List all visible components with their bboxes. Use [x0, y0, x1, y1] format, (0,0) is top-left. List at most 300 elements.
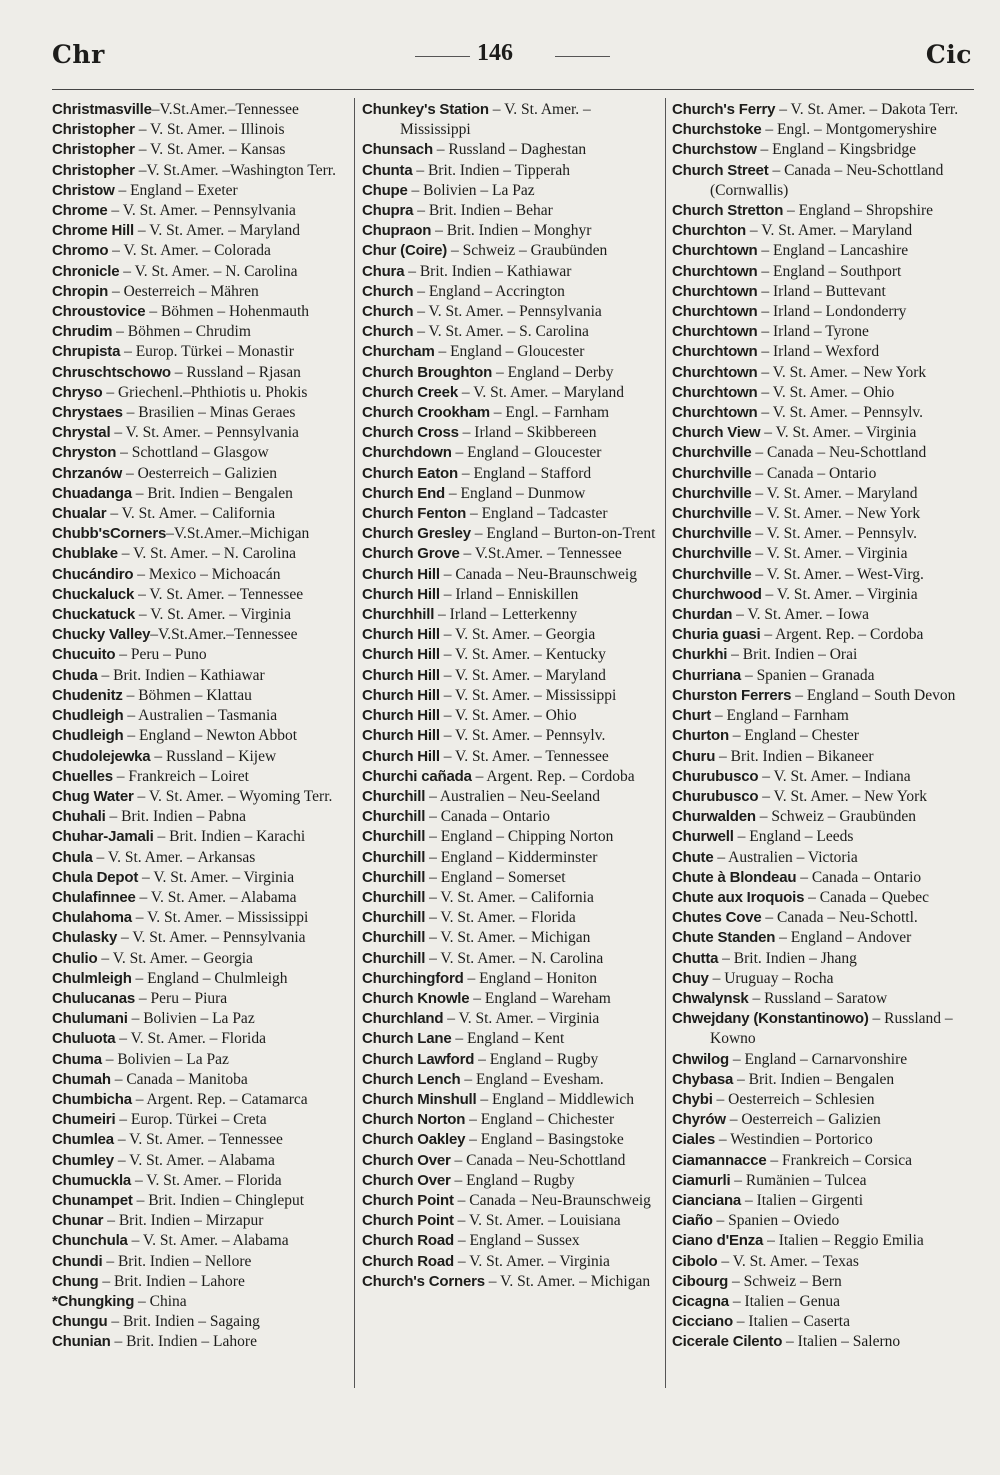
entry-location: – V. St. Amer. – N. Carolina [117, 545, 297, 563]
gazetteer-entry [52, 1151, 350, 1171]
entry-location: – Frankreich – Corsica [766, 1151, 913, 1169]
entry-name: Church Hill [362, 585, 440, 603]
gazetteer-entry [362, 767, 660, 787]
entry-name: Churchville [672, 505, 752, 523]
entry-name: Chualar [52, 505, 107, 523]
entry-name: Churchill [362, 949, 426, 967]
page-header [0, 40, 1000, 80]
entry-location: – Irland – Londonderry [757, 303, 907, 321]
entry-location: – Westindien – Portorico [715, 1131, 873, 1149]
gazetteer-entry [52, 363, 350, 383]
entry-name: Churchwood [672, 585, 762, 603]
entry-location: – V. St. Amer. – Alabama [135, 888, 297, 906]
entry-name: Chute [672, 848, 714, 866]
entry-name: Chunian [52, 1333, 111, 1351]
entry-location: – Schweiz – Graubünden [447, 242, 608, 260]
gazetteer-entry [362, 282, 660, 302]
entry-location: – V. St. Amer. – New York [751, 505, 921, 523]
entry-location: – V. St. Amer. – Virginia [751, 545, 908, 563]
entry-name: Churkhi [672, 646, 728, 664]
gazetteer-entry [672, 1070, 974, 1090]
entry-name: Churchstoke [672, 121, 762, 139]
entry-name: Churchtown [672, 323, 758, 341]
entry-name: Ciaño [672, 1212, 713, 1230]
entry-location: – England – Accrington [413, 282, 565, 300]
entry-name: Chryso [52, 383, 103, 401]
gazetteer-entry [52, 1312, 350, 1332]
entry-name: Churchdown [362, 444, 452, 462]
entry-name: Chutes Cove [672, 909, 762, 927]
gazetteer-entry [52, 484, 350, 504]
gazetteer-entry [362, 565, 660, 585]
entry-name: Christow [52, 181, 115, 199]
entry-location: – Oesterreich – Mähren [108, 282, 259, 300]
gazetteer-entry [672, 1130, 974, 1150]
gazetteer-entry [362, 868, 660, 888]
entry-name: Chrystaes [52, 404, 123, 422]
entry-location: – V. St. Amer. – Dakota Terr. [775, 101, 959, 118]
entry-location: – Brit. Indien – Karachi [153, 828, 306, 846]
gazetteer-entry [362, 544, 660, 564]
gazetteer-entry [672, 969, 974, 989]
entry-name: Chrupista [52, 343, 121, 361]
entry-name: Church Hill [362, 727, 440, 745]
entry-location: – Brit. Indien – Behar [413, 202, 553, 220]
entry-name: Cicagna [672, 1292, 729, 1310]
entry-name: Church Hill [362, 666, 440, 684]
entry-name: Chumuckla [52, 1171, 132, 1189]
entry-location: – Spanien – Oviedo [712, 1212, 840, 1230]
entry-name: Chumbicha [52, 1090, 132, 1108]
gazetteer-entry [362, 989, 660, 1009]
entry-name: Chunar [52, 1212, 104, 1230]
entry-location: – Uruguay – Rocha [708, 969, 834, 987]
entry-name: Chug Water [52, 787, 134, 805]
entry-location: – V. St. Amer. – Louisiana [453, 1212, 621, 1230]
entry-location: – Brasilien – Minas Geraes [122, 404, 296, 422]
entry-location: – England – Exeter [114, 181, 238, 199]
entry-location: – England – Rugby [474, 1050, 599, 1068]
entry-location: – V. St. Amer. – New York [757, 363, 927, 381]
gazetteer-entry [362, 1191, 660, 1211]
gazetteer-entry [672, 827, 974, 847]
gazetteer-entry [362, 140, 660, 160]
entry-name: Chromo [52, 242, 109, 260]
gazetteer-entry [672, 888, 974, 908]
entry-name: Chulahoma [52, 909, 132, 927]
entry-name: Churchill [362, 929, 426, 947]
gazetteer-entry [362, 726, 660, 746]
gazetteer-entry [362, 181, 660, 201]
entry-name: Churchill [362, 828, 426, 846]
entry-name: Church Hill [362, 707, 440, 725]
entry-location: – Brit. Indien – Bikaneer [715, 747, 874, 765]
entry-location: – Brit. Indien – Bengalen [131, 484, 293, 502]
entry-name: Church Gresley [362, 525, 471, 543]
gazetteer-entry [362, 1050, 660, 1070]
entry-name: Church Point [362, 1212, 454, 1230]
entry-location: – V. St. Amer. – Maryland [439, 666, 606, 684]
entry-location: – V. St. Amer. – New York [758, 787, 928, 805]
entry-name: Chunta [362, 161, 413, 179]
gazetteer-entry [362, 747, 660, 767]
entry-name: Church Hill [362, 747, 440, 765]
entry-name: Church Crookham [362, 404, 490, 422]
gazetteer-entry [672, 1231, 974, 1251]
gazetteer-entry [672, 302, 974, 322]
entry-name: Churchville [672, 545, 752, 563]
entry-location: – England – Newton Abbot [123, 727, 298, 745]
entry-location: – V. St. Amer. – Virginia [453, 1252, 610, 1270]
entry-location: – V. St. Amer. – Maryland [133, 222, 301, 240]
gazetteer-entry [52, 1211, 350, 1231]
gazetteer-entry [672, 262, 974, 282]
gazetteer-entry [362, 969, 660, 989]
entry-name: Chublake [52, 545, 118, 563]
header-rule [52, 89, 974, 90]
gazetteer-entry [672, 1272, 974, 1292]
entry-location: – V. St. Amer. – Ohio [757, 383, 895, 401]
entry-location: – Schottland – Glasgow [116, 444, 269, 462]
entry-name: Churwell [672, 828, 734, 846]
entry-location: – V. St. Amer. – West-Virg. [751, 565, 924, 583]
header-dash-right [555, 56, 610, 57]
entry-location: – Brit. Indien – Tipperah [412, 161, 571, 179]
entry-location: –V.St.Amer.–Tennessee [150, 626, 298, 644]
entry-name: Chucándiro [52, 565, 134, 583]
entry-name: Churchville [672, 484, 752, 502]
entry-location: – England – Kent [451, 1030, 565, 1048]
entry-location: – Canada – Neu-Schottl. [761, 909, 918, 927]
entry-name: Chula Depot [52, 868, 139, 886]
gazetteer-entry [52, 383, 350, 403]
entry-name: Church Broughton [362, 363, 493, 381]
entry-location: – Russland – Daghestan [432, 141, 587, 159]
entry-location: – Italien – Reggio Emilia [763, 1232, 924, 1250]
entry-name: Churchtown [672, 404, 758, 422]
column-3 [672, 100, 974, 1353]
entry-location: – V. St. Amer. – Indiana [758, 767, 911, 785]
entry-name: Chunkey's Station [362, 101, 489, 118]
entry-location: – England – Basingstoke [465, 1131, 624, 1149]
gazetteer-entry [52, 241, 350, 261]
entry-name: Chunampet [52, 1191, 133, 1209]
gazetteer-entry [52, 747, 350, 767]
gazetteer-entry [52, 868, 350, 888]
gazetteer-entry [672, 605, 974, 625]
gazetteer-entry [362, 1151, 660, 1171]
entry-name: Churchill [362, 909, 426, 927]
entry-location: – Brit. Indien – Kathiawar [97, 666, 265, 684]
entry-name: Churchton [672, 222, 747, 240]
entry-location: – China [134, 1292, 187, 1310]
entry-name: Church Cross [362, 424, 459, 442]
entry-name: Chundi [52, 1252, 103, 1270]
entry-location: – V. St. Amer. – Florida [425, 909, 576, 927]
gazetteer-entry [52, 605, 350, 625]
entry-location: – V. St. Amer. – California [106, 505, 276, 523]
entry-location: – Argent. Rep. – Cordoba [471, 767, 635, 785]
entry-location: – Argent. Rep. – Cordoba [760, 626, 924, 644]
entry-location: – England – Leeds [733, 828, 854, 846]
gazetteer-entry [672, 928, 974, 948]
column-divider-1 [354, 98, 355, 1388]
gazetteer-entry [362, 504, 660, 524]
gazetteer-entry [52, 524, 350, 544]
gazetteer-entry [52, 807, 350, 827]
gazetteer-entry [672, 585, 974, 605]
entry-name: Churcham [362, 343, 435, 361]
entry-name: Chura [362, 262, 405, 280]
gazetteer-entry [672, 726, 974, 746]
entry-location: – Canada – Ontario [425, 808, 551, 826]
entry-name: Church Point [362, 1191, 454, 1209]
entry-name: Chuma [52, 1050, 102, 1068]
entry-location: – Irland – Skibbereen [458, 424, 597, 442]
entry-location: – Oesterreich – Galizien [122, 464, 278, 482]
entry-name: Churubusco [672, 787, 759, 805]
entry-name: Ciales [672, 1131, 715, 1149]
gazetteer-entry [52, 1231, 350, 1251]
entry-location: – England – Stafford [457, 464, 592, 482]
entry-name: Church Hill [362, 626, 440, 644]
gazetteer-entry [52, 706, 350, 726]
entry-location: – England – Chipping Norton [425, 828, 614, 846]
gazetteer-entry [52, 1252, 350, 1272]
entry-location: – Schweiz – Graubünden [755, 808, 916, 826]
entry-location: – V. St. Amer. – S. Carolina [413, 323, 589, 341]
entry-location: – Böhmen – Klattau [122, 686, 252, 704]
entry-name: Chrudim [52, 323, 113, 341]
gazetteer-entry [52, 969, 350, 989]
entry-name: Chulafinnee [52, 888, 136, 906]
entry-name: Chulucanas [52, 989, 136, 1007]
entry-name: Chuelles [52, 767, 113, 785]
entry-name: Chungu [52, 1313, 108, 1331]
entry-location: – V. St. Amer. – Iowa [732, 606, 870, 624]
entry-name: Churchland [362, 1010, 444, 1028]
entry-location: – England – Andover [775, 929, 912, 947]
entry-location: – Böhmen – Hohenmauth [145, 303, 310, 321]
entry-location: – Brit. Indien – Jhang [718, 949, 857, 967]
gazetteer-entry [52, 1191, 350, 1211]
gazetteer-entry [52, 1272, 350, 1292]
entry-location: – Engl. – Montgomeryshire [761, 121, 937, 139]
entry-name: Church Eaton [362, 464, 458, 482]
gazetteer-entry [362, 484, 660, 504]
gazetteer-entry [52, 565, 350, 585]
gazetteer-entry [362, 342, 660, 362]
entry-location: – V. St. Amer. – Virginia [761, 585, 918, 603]
entry-location: – England – Farnham [711, 707, 849, 725]
entry-name: Chudleigh [52, 727, 124, 745]
gazetteer-entry [362, 1231, 660, 1251]
gazetteer-entry [362, 100, 660, 140]
gazetteer-entry [672, 464, 974, 484]
gazetteer-entry [362, 403, 660, 423]
entry-location: – England – Chester [728, 727, 859, 745]
gazetteer-entry [362, 302, 660, 322]
entry-location: – England – Chichester [465, 1111, 615, 1129]
gazetteer-entry [52, 585, 350, 605]
gazetteer-entry [672, 524, 974, 544]
gazetteer-entry [52, 989, 350, 1009]
entry-name: Church Hill [362, 565, 440, 583]
entry-location: – England – Wareham [469, 989, 611, 1007]
gazetteer-entry [52, 342, 350, 362]
entry-location: – England – Somerset [425, 868, 566, 886]
entry-name: Chyrów [672, 1111, 726, 1129]
entry-name: Chulmleigh [52, 969, 132, 987]
entry-location: – V.St.Amer. – Tennessee [459, 545, 622, 563]
entry-name: Chumah [52, 1070, 111, 1088]
entry-location: – England – Gloucester [451, 444, 602, 462]
entry-location: – V. St. Amer. – Pennsylvania [110, 424, 299, 442]
entry-name: Churchill [362, 868, 426, 886]
entry-location: – Brit. Indien – Pabna [105, 808, 246, 826]
entry-location: – England – Honiton [463, 969, 598, 987]
entry-location: – Australien – Neu-Seeland [425, 787, 600, 805]
gazetteer-entry [672, 1191, 974, 1211]
entry-location: – Brit. Indien – Sagaing [107, 1313, 260, 1331]
gazetteer-entry [672, 1312, 974, 1332]
entry-name: Chumlea [52, 1131, 114, 1149]
entry-name: Cicciano [672, 1313, 733, 1331]
gazetteer-entry [672, 504, 974, 524]
gazetteer-entry [52, 504, 350, 524]
entry-location: – Italien – Genua [728, 1292, 840, 1310]
entry-name: Churchville [672, 565, 752, 583]
entry-location: – England – Shropshire [783, 202, 933, 220]
entry-location: – Peru – Puno [115, 646, 207, 664]
entry-name: Church Lane [362, 1030, 452, 1048]
gazetteer-entry [672, 848, 974, 868]
entry-location: – Brit. Indien – Orai [727, 646, 858, 664]
entry-name: Churchville [672, 464, 752, 482]
entry-name: Church Grove [362, 545, 460, 563]
gazetteer-entry [52, 1009, 350, 1029]
gazetteer-entry [672, 807, 974, 827]
entry-name: Church Lench [362, 1070, 461, 1088]
gazetteer-entry [52, 423, 350, 443]
entry-name: Church Stretton [672, 202, 784, 220]
entry-location: – V. St. Amer. – Kansas [134, 141, 286, 159]
entry-location: – England – Lancashire [757, 242, 909, 260]
entry-location: – Irland – Tyrone [757, 323, 869, 341]
entry-name: Churu [672, 747, 716, 765]
gazetteer-entry [672, 544, 974, 564]
gazetteer-entry [362, 464, 660, 484]
entry-location: – England – Derby [492, 363, 614, 381]
entry-location: – England – Kingsbridge [756, 141, 916, 159]
gazetteer-entry [52, 767, 350, 787]
gazetteer-entry [672, 949, 974, 969]
entry-location: – Russland – Saratow [748, 989, 888, 1007]
entry-location: – V. St. Amer. – Mississippi [439, 686, 617, 704]
entry-name: Church Fenton [362, 505, 467, 523]
column-1 [52, 100, 350, 1353]
entry-location: – England – Chulmleigh [131, 969, 288, 987]
entry-name: Christopher [52, 121, 135, 139]
entry-location: – V. St. Amer. – Maryland [457, 383, 625, 401]
entry-name: Church Hill [362, 646, 440, 664]
gazetteer-entry [52, 100, 350, 120]
entry-location: – V. St. Amer. – Pennsylvania [107, 202, 296, 220]
entry-location: – Canada – Neu-Braunschweig [439, 565, 637, 583]
entry-location: – England – Carnarvonshire [728, 1050, 908, 1068]
entry-name: Churdan [672, 606, 733, 624]
entry-name: Chupraon [362, 222, 432, 240]
gazetteer-entry [672, 1171, 974, 1191]
entry-location: – V. St. Amer. – Wyoming Terr. [133, 787, 333, 805]
gazetteer-entry [672, 383, 974, 403]
entry-name: Chryston [52, 444, 117, 462]
entry-location: – Bolivien – La Paz [101, 1050, 229, 1068]
entry-name: Chuda [52, 666, 98, 684]
gazetteer-entry [52, 322, 350, 342]
entry-location: – V. St. Amer. – N. Carolina [425, 949, 604, 967]
entry-location: – V. St. Amer. – Mississippi [400, 101, 591, 139]
gazetteer-entry [52, 262, 350, 282]
entry-name: Chucky Valley [52, 626, 151, 644]
entry-name: Church's Corners [362, 1272, 485, 1290]
entry-location: – V. St. Amer. – Georgia [439, 626, 596, 644]
entry-location: – England – Middlewich [476, 1090, 635, 1108]
entry-name: Chuhar-Jamali [52, 828, 154, 846]
entry-location: – V. St. Amer. – Ohio [439, 707, 577, 725]
entry-name: Churchhill [362, 606, 435, 624]
entry-name: Chrome Hill [52, 222, 134, 240]
entry-name: Churriana [672, 666, 742, 684]
entry-name: Chubb'sCorners [52, 525, 167, 543]
gazetteer-entry [362, 322, 660, 342]
gazetteer-entry [52, 686, 350, 706]
gazetteer-entry [672, 322, 974, 342]
gazetteer-entry [362, 423, 660, 443]
gazetteer-entry [52, 544, 350, 564]
gazetteer-entry [52, 625, 350, 645]
gazetteer-entry [672, 565, 974, 585]
entry-name: Churchtown [672, 363, 758, 381]
gazetteer-entry [362, 625, 660, 645]
entry-location: – Italien – Caserta [732, 1313, 850, 1331]
gazetteer-entry [362, 787, 660, 807]
gazetteer-entry [362, 262, 660, 282]
gazetteer-entry [52, 787, 350, 807]
entry-name: Chroustovice [52, 303, 146, 321]
entry-name: Churchill [362, 888, 426, 906]
gazetteer-entry [672, 282, 974, 302]
entry-name: Churchtown [672, 343, 758, 361]
entry-location: – England – Evesham. [460, 1070, 604, 1088]
gazetteer-entry [52, 949, 350, 969]
entry-name: Chuadanga [52, 484, 132, 502]
entry-location: – V. St. Amer. – Mississippi [131, 909, 309, 927]
entry-name: Chupe [362, 181, 408, 199]
gazetteer-entry [672, 423, 974, 443]
entry-location: – V. St. Amer. – Pennsylv. [751, 525, 918, 543]
entry-location: – England – Rugby [450, 1171, 575, 1189]
gazetteer-entry [672, 201, 974, 221]
gazetteer-entry [672, 1009, 974, 1049]
entry-location: – V. St. Amer. – Tennessee [439, 747, 609, 765]
gazetteer-entry [362, 645, 660, 665]
entry-name: Church Over [362, 1151, 451, 1169]
entry-name: Church Hill [362, 686, 440, 704]
entry-name: Churchill [362, 808, 426, 826]
gazetteer-entry [362, 524, 660, 544]
entry-location: – V. St. Amer. – Alabama [127, 1232, 289, 1250]
